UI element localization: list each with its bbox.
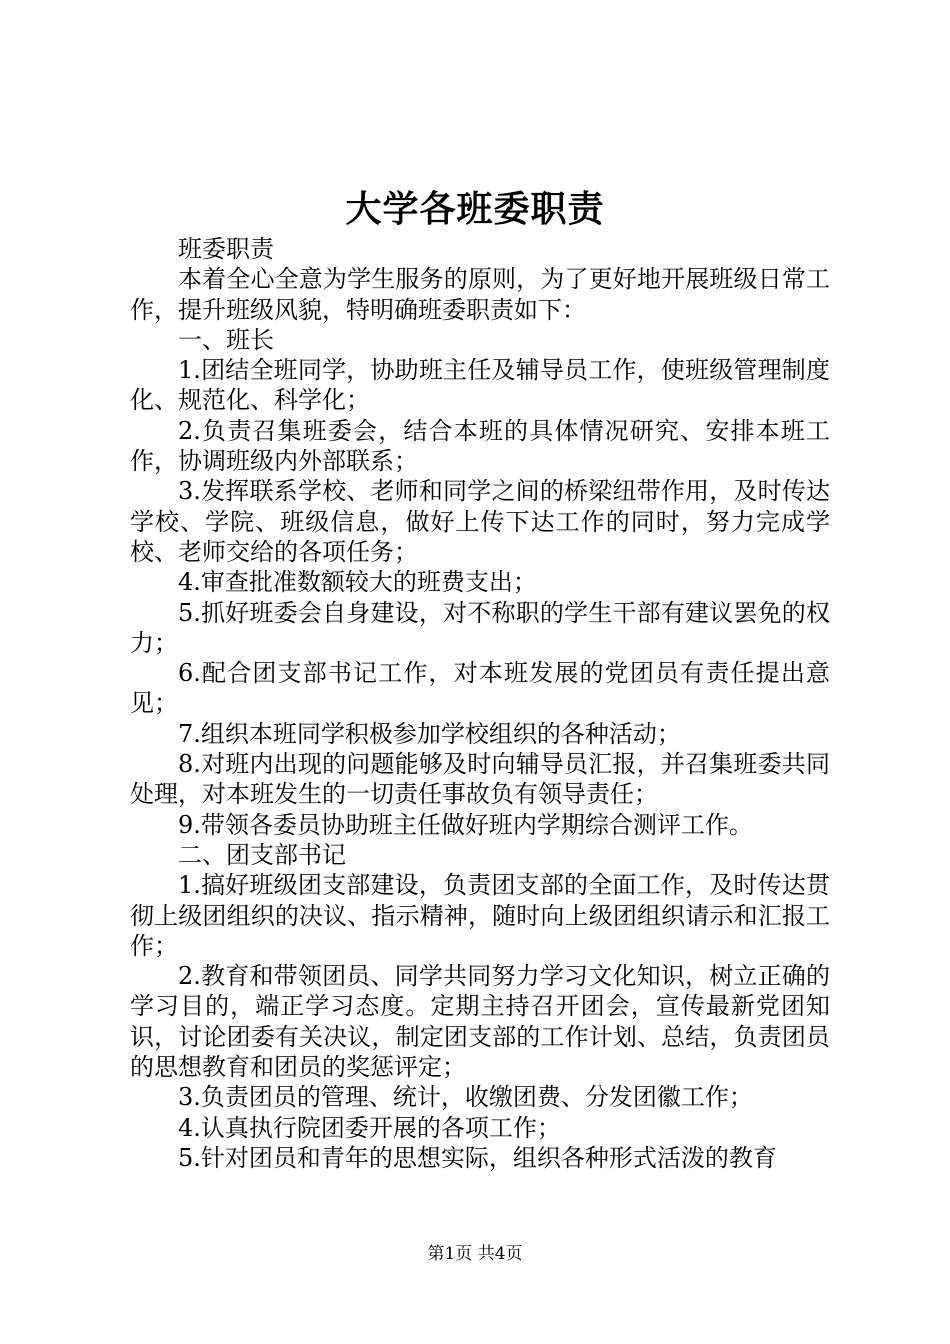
document-title: 大学各班委职责: [345, 188, 605, 230]
paragraph-secretary-duty-5: 5.针对团员和青年的思想实际，组织各种形式活泼的教育: [178, 1143, 777, 1172]
paragraph-section-heading: 班委职责: [178, 235, 274, 263]
paragraph-monitor-duty-4: 4.审查批准数额较大的班费支出；: [178, 568, 537, 597]
paragraph-secretary-duty-1: 1.搞好班级团支部建设，负责团支部的全面工作，及时传达贯彻上级团组织的决议、指示精神，随时向上级团组织请示和汇报工作；: [130, 871, 830, 960]
paragraph-monitor-duty-7: 7.组织本班同学积极参加学校组织的各种活动；: [178, 719, 681, 748]
paragraph-monitor-duty-8: 8.对班内出现的问题能够及时向辅导员汇报，并召集班委共同处理，对本班发生的一切责任事故负有领导责任；: [130, 750, 830, 809]
heading-class-monitor: 一、班长: [178, 325, 274, 354]
heading-league-secretary: 二、团支部书记: [178, 840, 346, 869]
paragraph-secretary-duty-3: 3.负责团员的管理、统计，收缴团费、分发团徽工作；: [178, 1083, 753, 1112]
paragraph-monitor-duty-9: 9.带领各委员协助班主任做好班内学期综合测评工作。: [178, 810, 753, 839]
paragraph-intro: 本着全心全意为学生服务的原则，为了更好地开展班级日常工作，提升班级风貌，特明确班委职责如下：: [130, 265, 830, 324]
paragraph-monitor-duty-6: 6.配合团支部书记工作，对本班发展的党团员有责任提出意见；: [130, 659, 830, 718]
document-body: [130, 234, 830, 1173]
paragraph-monitor-duty-3: 3.发挥联系学校、老师和同学之间的桥梁纽带作用，及时传达学校、学院、班级信息，做好上传下达工作的同时，努力完成学校、老师交给的各项任务；: [130, 477, 830, 566]
paragraph-monitor-duty-2: 2.负责召集班委会，结合本班的具体情况研究、安排本班工作，协调班级内外部联系；: [130, 416, 830, 476]
paragraph-monitor-duty-5: 5.抓好班委会自身建设，对不称职的学生干部有建议罢免的权力；: [130, 598, 830, 657]
paragraph-secretary-duty-2: 2.教育和带领团员、同学共同努力学习文化知识，树立正确的学习目的，端正学习态度。定期主持召开团会，宣传最新党团知识，讨论团委有关决议，制定团支部的工作计划、总结，负责团员的思想教育和团员的奖惩评定；: [130, 962, 830, 1082]
paragraph-secretary-duty-4: 4.认真执行院团委开展的各项工作；: [178, 1113, 561, 1142]
page-footer: 第1页 共4页: [427, 1244, 523, 1264]
paragraph-monitor-duty-1: 1.团结全班同学，协助班主任及辅导员工作，使班级管理制度化、规范化、科学化；: [130, 356, 830, 415]
